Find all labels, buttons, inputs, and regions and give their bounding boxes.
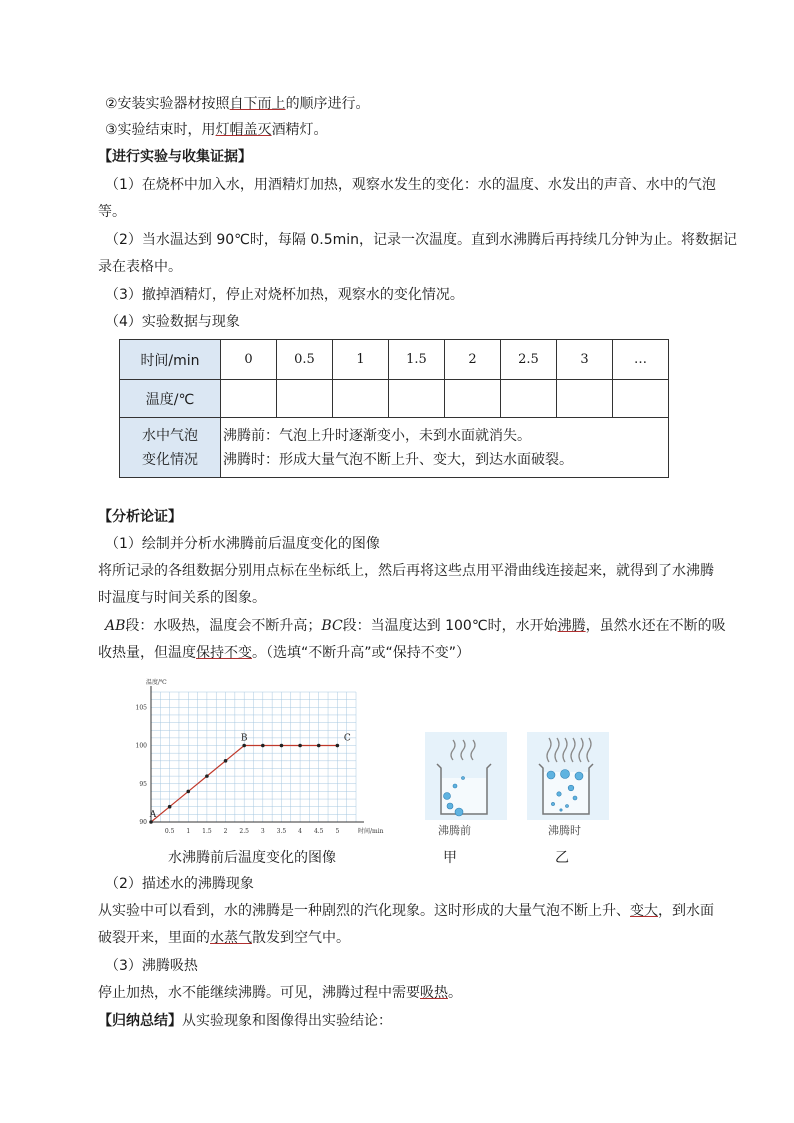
x-tick-label: 3.5 bbox=[276, 828, 287, 835]
data-point bbox=[224, 759, 228, 763]
paragraph-2b: 录在表格中。 bbox=[98, 259, 182, 275]
paragraph-4: （4）实验数据与现象 bbox=[105, 314, 240, 330]
segment-ab: AB bbox=[105, 618, 126, 634]
table-cell: 0 bbox=[221, 340, 277, 380]
x-axis-label: 时间/min bbox=[358, 828, 384, 835]
table-cell bbox=[613, 380, 669, 418]
describe-1: （2）描述水的沸腾现象 bbox=[105, 876, 254, 892]
table-row bbox=[120, 380, 669, 418]
text: 段：水吸热，温度会不断升高； bbox=[125, 618, 322, 634]
table-row bbox=[120, 418, 669, 478]
data-point bbox=[317, 744, 321, 748]
table-cell: 3 bbox=[557, 340, 613, 380]
y-tick-label: 90 bbox=[139, 819, 147, 826]
text: ，虽然水还在不断的吸 bbox=[585, 618, 726, 634]
data-point bbox=[280, 744, 284, 748]
chart-caption: 水沸腾前后温度变化的图像 bbox=[168, 850, 336, 866]
x-tick-label: 0.5 bbox=[164, 828, 175, 835]
answer-underline: 吸热 bbox=[420, 985, 448, 1001]
data-point bbox=[298, 744, 302, 748]
instruction-2 bbox=[105, 94, 370, 114]
summary-heading: 【归纳总结】 bbox=[98, 1013, 182, 1029]
table-cell bbox=[333, 380, 389, 418]
table-cell bbox=[501, 380, 557, 418]
x-tick-label: 2 bbox=[223, 828, 228, 835]
describe-3 bbox=[98, 928, 350, 948]
x-tick-label: 4 bbox=[298, 828, 303, 835]
data-point bbox=[168, 805, 172, 809]
caption-jia: 甲 bbox=[443, 850, 457, 866]
text: ，到水面 bbox=[658, 903, 714, 919]
table-cell: 0.5 bbox=[277, 340, 333, 380]
table-cell: 1.5 bbox=[389, 340, 445, 380]
table-cell bbox=[557, 380, 613, 418]
paragraph-1a: （1）在烧杯中加入水，用酒精灯加热，观察水发生的变化：水的温度、水发出的声音、水中的气泡 bbox=[105, 177, 716, 193]
bubbles-during: 沸腾时：形成大量气泡不断上升、变大，到达水面破裂。 bbox=[223, 451, 573, 468]
bubbles-before: 沸腾前：气泡上升时逐渐变小，未到水面就消失。 bbox=[223, 427, 531, 444]
beaker-boiling-label: 沸腾时 bbox=[548, 824, 581, 837]
table-cell bbox=[277, 380, 333, 418]
absorb-2 bbox=[98, 983, 462, 1003]
describe-2 bbox=[98, 901, 714, 921]
y-tick-label: 100 bbox=[135, 742, 147, 750]
text: 收热量，但温度 bbox=[98, 645, 196, 661]
table-cell-bubbles bbox=[221, 418, 669, 478]
header-line: 水中气泡 bbox=[142, 427, 198, 444]
point-label: B bbox=[240, 733, 248, 744]
table-header-time: 时间/min bbox=[120, 340, 221, 380]
analysis-3 bbox=[105, 616, 726, 636]
table-cell: 2.5 bbox=[501, 340, 557, 380]
analysis-2b: 时温度与时间关系的图象。 bbox=[98, 590, 266, 606]
text: 的顺序进行。 bbox=[285, 96, 370, 112]
text: 从实验现象和图像得出实验结论： bbox=[182, 1013, 392, 1029]
analysis-2a: 将所记录的各组数据分别用点标在坐标纸上，然后再将这些点用平滑曲线连接起来，就得到了水沸腾 bbox=[98, 563, 714, 579]
beaker-boiling-illustration bbox=[527, 732, 609, 820]
text: 散发到空气中。 bbox=[252, 930, 350, 946]
y-tick-label: 105 bbox=[135, 704, 147, 712]
x-tick-label: 1.5 bbox=[202, 828, 212, 835]
x-tick-label: 1 bbox=[186, 828, 191, 835]
table-cell bbox=[445, 380, 501, 418]
segment-bc: BC bbox=[321, 618, 343, 634]
paragraph-1b: 等。 bbox=[98, 204, 126, 220]
table-header-temp: 温度/℃ bbox=[120, 380, 221, 418]
header-line: 变化情况 bbox=[142, 451, 198, 468]
text: 破裂开来，里面的 bbox=[98, 930, 210, 946]
data-point bbox=[149, 820, 153, 824]
y-tick-label: 95 bbox=[139, 780, 147, 788]
text: 酒精灯。 bbox=[271, 122, 328, 138]
temperature-chart bbox=[126, 674, 386, 839]
text: ②安装实验器材按照 bbox=[105, 96, 230, 112]
paragraph-2a: （2）当水温达到 90℃时，每隔 0.5min，记录一次温度。直到水沸腾后再持续几分钟为止。将数据记 bbox=[105, 232, 738, 248]
caption-yi: 乙 bbox=[555, 850, 569, 866]
answer-underline: 自下而上 bbox=[229, 96, 286, 112]
point-label: A bbox=[149, 810, 157, 820]
text: 从实验中可以看到，水的沸腾是一种剧烈的汽化现象。这时形成的大量气泡不断上升、 bbox=[98, 903, 630, 919]
analysis-1: （1）绘制并分析水沸腾前后温度变化的图像 bbox=[105, 536, 380, 552]
table-cell: … bbox=[613, 340, 669, 380]
beaker-before-label: 沸腾前 bbox=[438, 824, 471, 837]
y-axis-label: 温度/℃ bbox=[146, 679, 167, 686]
answer-underline: 灯帽盖灭 bbox=[215, 122, 272, 138]
table-row bbox=[120, 340, 669, 380]
x-tick-label: 5 bbox=[335, 828, 340, 835]
data-point bbox=[336, 744, 340, 748]
text: ③实验结束时，用 bbox=[105, 122, 216, 138]
data-point bbox=[261, 744, 265, 748]
chart-axes bbox=[136, 678, 384, 835]
table-cell bbox=[221, 380, 277, 418]
instruction-3 bbox=[105, 120, 328, 140]
answer-underline: 沸腾 bbox=[557, 618, 586, 634]
table-cell bbox=[389, 380, 445, 418]
beaker-before-illustration bbox=[425, 732, 507, 820]
text: 。 bbox=[448, 985, 462, 1001]
text: 停止加热，水不能继续沸腾。可见，沸腾过程中需要 bbox=[98, 985, 420, 1001]
data-point bbox=[205, 774, 209, 778]
table-cell: 2 bbox=[445, 340, 501, 380]
paragraph-3: （3）撤掉酒精灯，停止对烧杯加热，观察水的变化情况。 bbox=[105, 287, 464, 303]
absorb-1: （3）沸腾吸热 bbox=[105, 958, 198, 974]
data-point bbox=[186, 790, 190, 794]
answer-underline: 变大 bbox=[630, 903, 658, 919]
answer-underline: 水蒸气 bbox=[210, 930, 252, 946]
table-header-bubbles bbox=[120, 418, 221, 478]
data-table bbox=[119, 339, 669, 478]
summary-line bbox=[98, 1011, 392, 1031]
x-tick-label: 4.5 bbox=[313, 828, 324, 835]
text: 段：当温度达到 100℃时，水开始 bbox=[342, 618, 558, 634]
analysis-4 bbox=[98, 643, 470, 663]
text: 。（选填“不断升高”或“保持不变”） bbox=[252, 645, 471, 661]
section-heading-experiment: 【进行实验与收集证据】 bbox=[98, 149, 252, 165]
answer-underline: 保持不变 bbox=[196, 645, 252, 661]
section-heading-analysis: 【分析论证】 bbox=[98, 509, 182, 525]
chart-grid bbox=[151, 692, 356, 822]
x-tick-label: 3 bbox=[260, 828, 265, 835]
data-point bbox=[242, 744, 246, 748]
point-label: C bbox=[343, 733, 351, 744]
table-cell: 1 bbox=[333, 340, 389, 380]
x-tick-label: 2.5 bbox=[239, 828, 249, 835]
